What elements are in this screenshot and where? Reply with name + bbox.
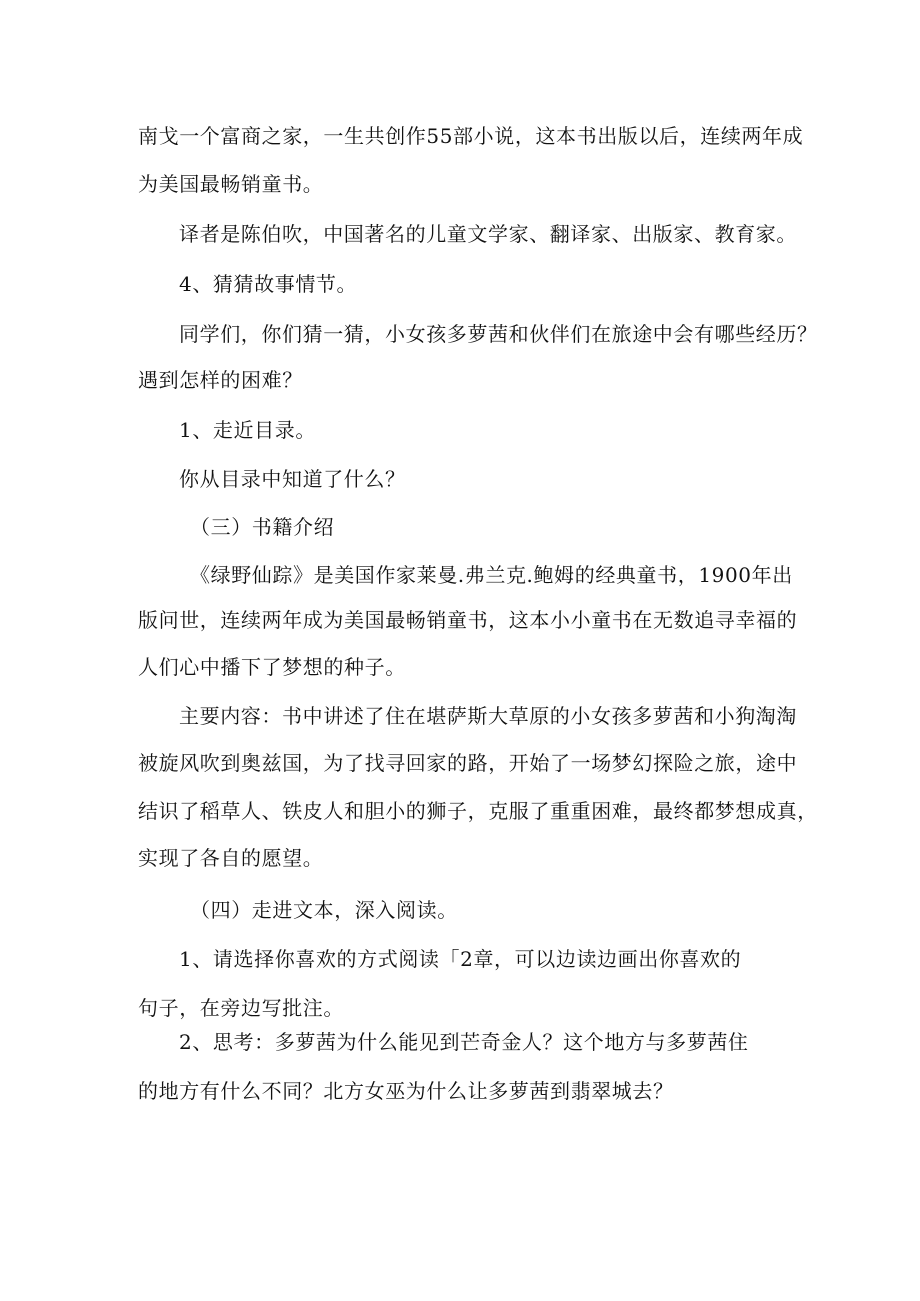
text-line: 南戈一个富商之家，一生共创作55部小说，这本书出版以后，连续两年成 (138, 124, 804, 148)
text-line: 版问世，连续两年成为美国最畅销童书，这本小小童书在无数追寻幸福的 (138, 608, 798, 632)
text-line: 2、思考：多萝茜为什么能见到芒奇金人？这个地方与多萝茜住 (179, 1030, 749, 1054)
text-line: 你从目录中知道了什么？ (179, 467, 406, 491)
section-heading: （四）走进文本，深入阅读。 (190, 898, 458, 922)
text-line: 译者是陈伯吹，中国著名的儿童文学家、翻译家、出版家、教育家。 (179, 222, 797, 246)
text-line: 1、走近目录。 (179, 418, 316, 442)
text-line: 主要内容：书中讲述了住在堪萨斯大草原的小女孩多萝茜和小狗淘淘 (179, 704, 797, 728)
text-line: 为美国最畅销童书。 (138, 172, 324, 196)
text-line: 人们心中播下了梦想的种子。 (138, 655, 406, 679)
text-line: 1、请选择你喜欢的方式阅读「2章，可以边读边画出你喜欢的 (179, 947, 742, 971)
text-line: 结识了稻草人、铁皮人和胆小的狮子，克服了重重困难，最终都梦想成真， (138, 799, 818, 823)
text-line: 遇到怎样的困难？ (138, 368, 303, 392)
text-line: 实现了各自的愿望。 (138, 846, 324, 870)
text-line: 4、猜猜故事情节。 (179, 272, 358, 296)
text-line: 的地方有什么不同？北方女巫为什么让多萝茜到翡翠城去？ (138, 1079, 674, 1103)
text-line: 同学们，你们猜一猜，小女孩多萝茜和伙伴们在旅途中会有哪些经历？ (179, 322, 818, 346)
text-line: 《绿野仙踪》是美国作家莱曼.弗兰克.鲍姆的经典童书，1900年出 (190, 563, 793, 587)
text-line: 被旋风吹到奥兹国，为了找寻回家的路，开始了一场梦幻探险之旅，途中 (138, 751, 798, 775)
text-line: 句子，在旁边写批注。 (138, 996, 344, 1020)
section-heading: （三）书籍介绍 (190, 515, 335, 539)
